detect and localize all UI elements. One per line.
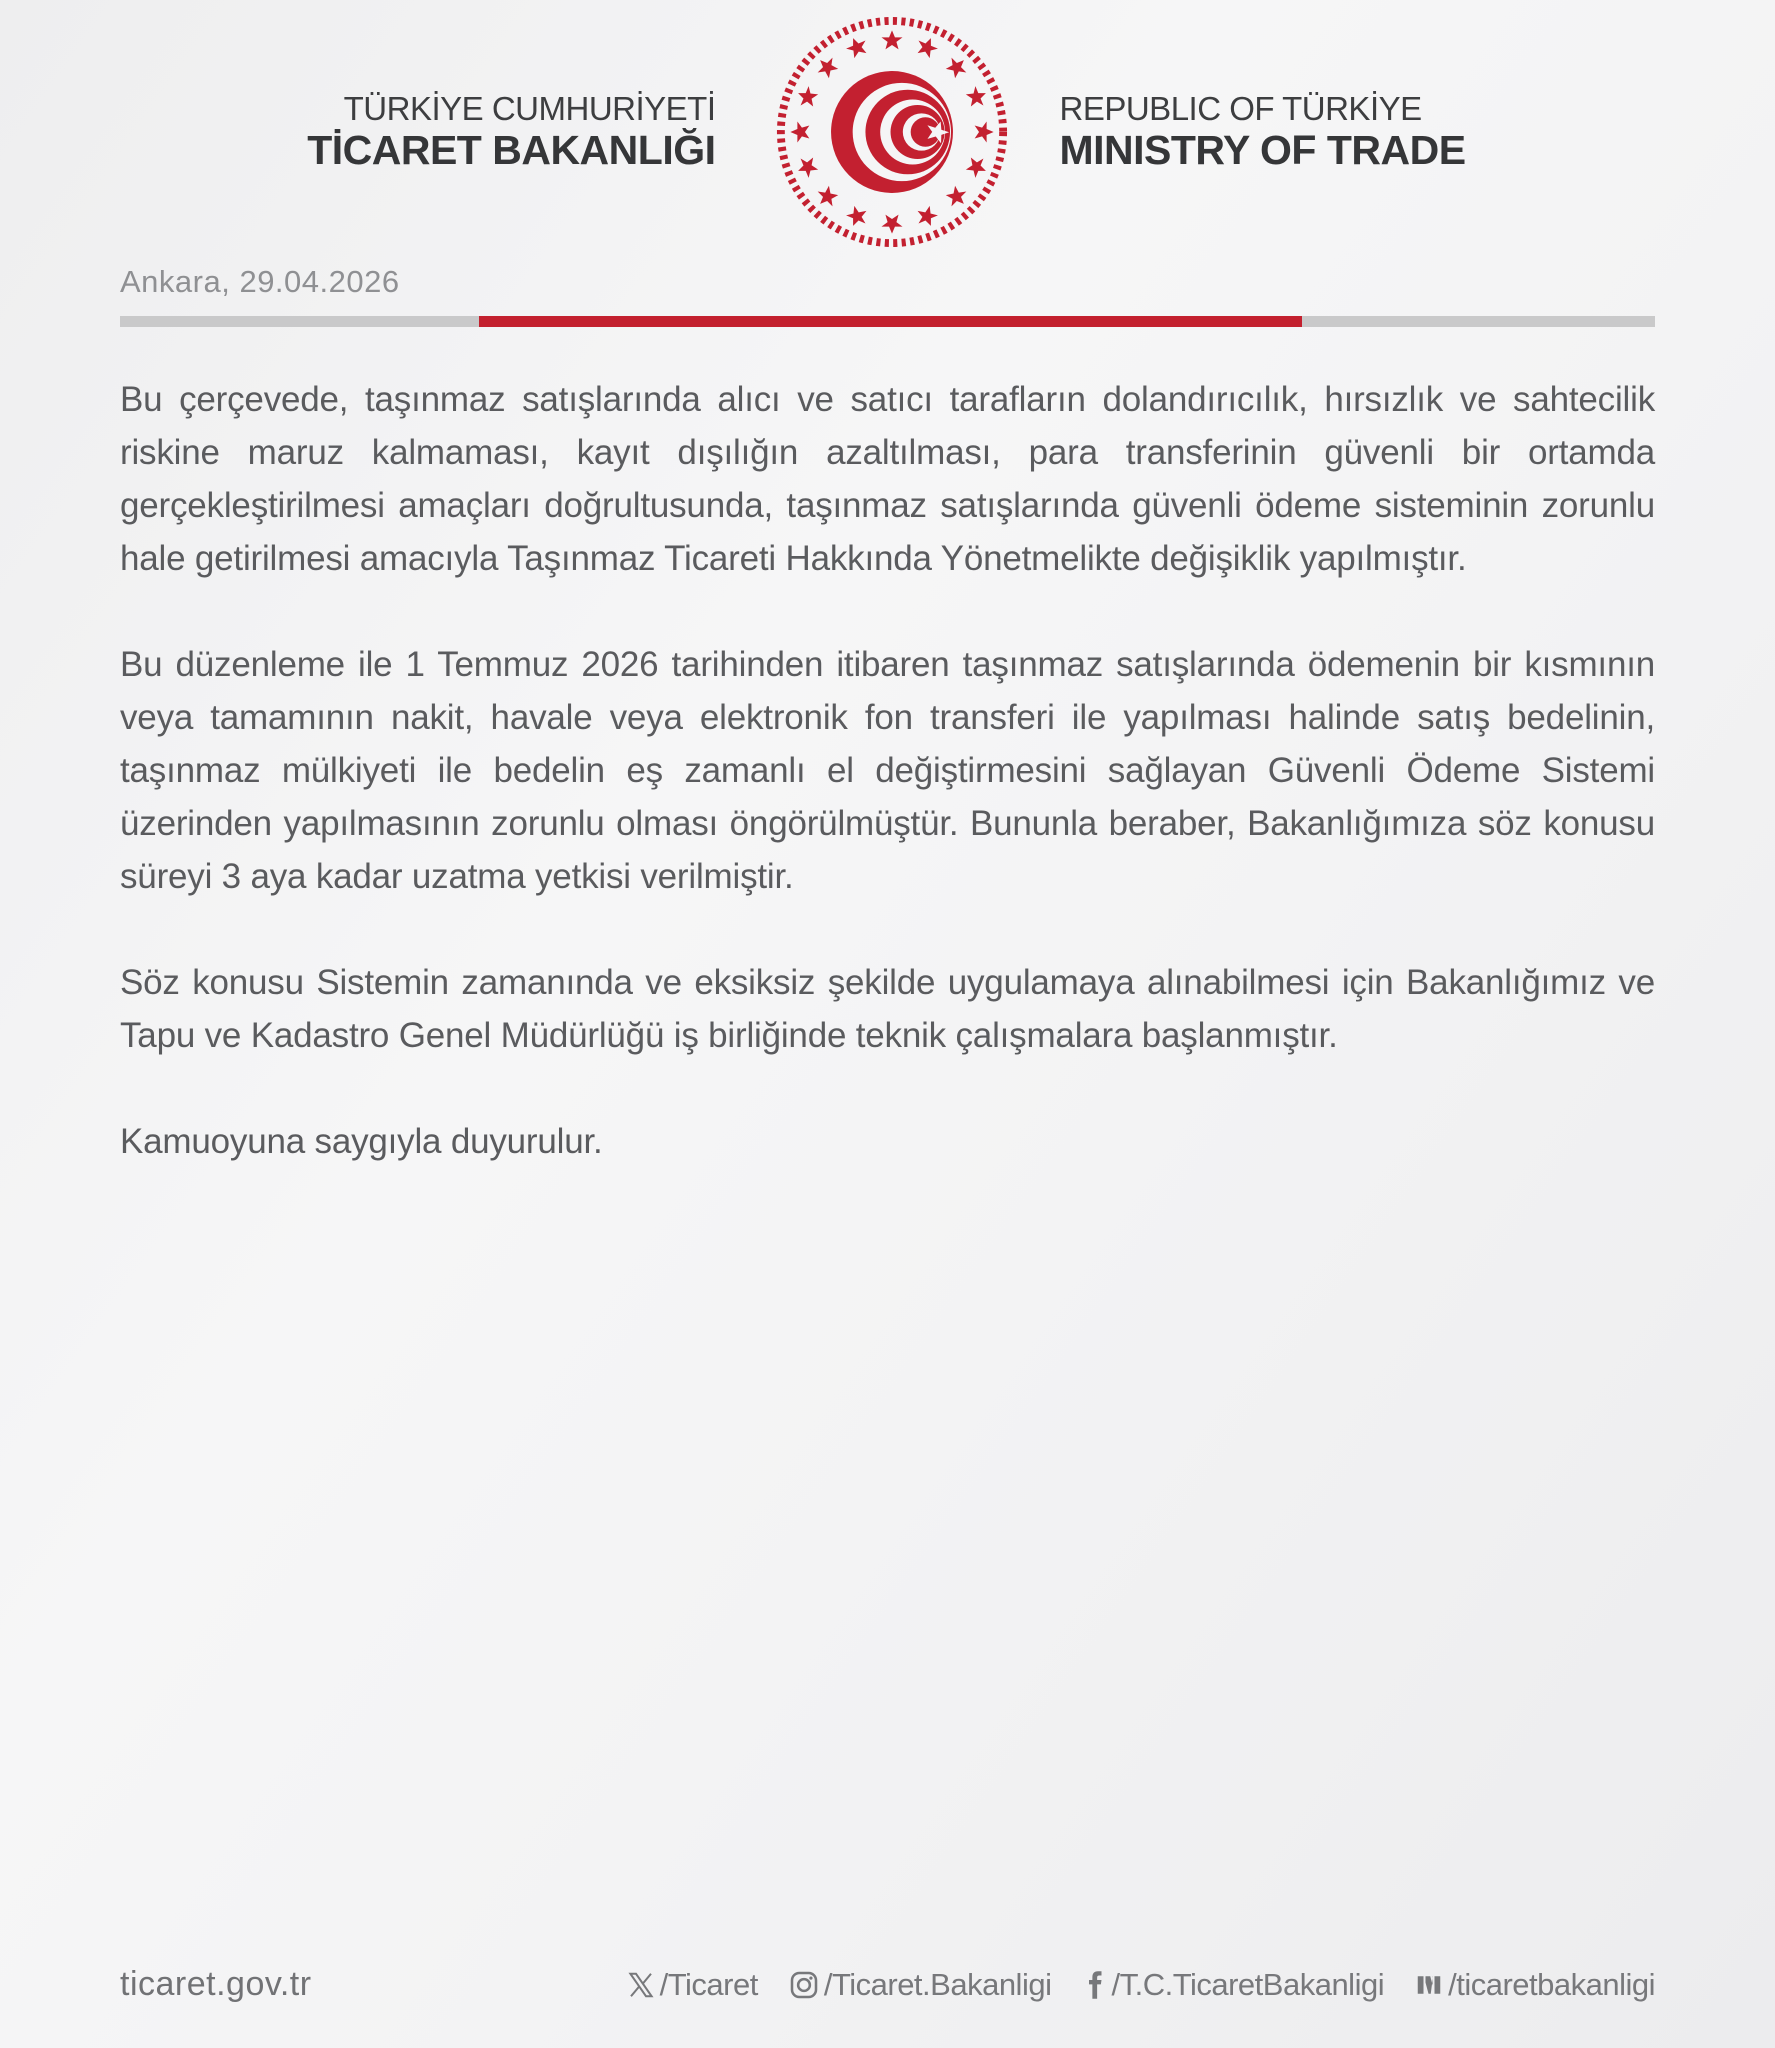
org-tr-line2: TİCARET BAKANLIĞI — [307, 126, 716, 173]
instagram-icon — [788, 1969, 820, 2001]
social-handle: /T.C.TicaretBakanligi — [1111, 1966, 1385, 2002]
ministry-of-trade-emblem-icon — [774, 14, 1010, 250]
social-link-facebook[interactable] — [1081, 1967, 1384, 2003]
paragraph-2: Bu düzenleme ile 1 Temmuz 2026 tarihinden itibaren taşınmaz satışlarında ödemenin bir kısmının veya tamamının nakit, havale veya elektronik fon transferi ile yapılması halinde satış bedelinin, taşınmaz mülkiyeti ile bedelin eş zamanlı el değiştirmesini sağlayan Güvenli Ödeme Sistemi üzerinden yapılmasının zorunlu olması öngörülmüştür. Bununla beraber, Bakanlığımıza söz konusu süreyi 3 aya kadar uzatma yetkisi verilmiştir. — [120, 645, 1655, 896]
paragraph-4: Kamuoyuna saygıyla duyurulur. — [120, 1122, 603, 1161]
org-en-line2: MINISTRY OF TRADE — [1059, 126, 1466, 173]
x-icon — [626, 1970, 656, 2000]
header — [0, 0, 1775, 250]
org-en-line1: REPUBLIC OF TÜRKİYE — [1059, 89, 1422, 127]
footer — [0, 1965, 1775, 2048]
paragraph-3: Söz konusu Sistemin zamanında ve eksiksiz şekilde uygulamaya alınabilmesi için Bakanlığımız ve Tapu ve Kadastro Genel Müdürlüğü iş birliğinde teknik çalışmalara başlanmıştır. — [120, 963, 1655, 1055]
website-link[interactable]: ticaret.gov.tr — [120, 1965, 312, 2003]
social-link-instagram[interactable] — [788, 1967, 1052, 2003]
nsosyal-icon — [1414, 1970, 1444, 2000]
social-link-x[interactable] — [626, 1967, 758, 2003]
social-links — [626, 1967, 1655, 2003]
social-handle: /Ticaret.Bakanligi — [823, 1966, 1052, 2002]
paragraph-1: Bu çerçevede, taşınmaz satışlarında alıcı ve satıcı tarafların dolandırıcılık, hırsızlık ve sahtecilik riskine maruz kalmaması, kayıt dışılığın azaltılması, para transferinin güvenli bir ortamda gerçekleştirilmesi amaçları doğrultusunda, taşınmaz satışlarında güvenli ödeme sisteminin zorunlu hale getirilmesi amacıyla Taşınmaz Ticareti Hakkında Yönetmelikte değişiklik yapılmıştır. — [120, 380, 1655, 578]
facebook-icon — [1081, 1970, 1107, 2000]
divider-gray-right — [1302, 316, 1655, 327]
org-name-english — [1010, 91, 1716, 174]
divider-red-center — [479, 316, 1302, 327]
social-handle: /ticaretbakanligi — [1448, 1966, 1655, 2002]
social-handle: /Ticaret — [659, 1966, 758, 2002]
divider-bar — [120, 316, 1655, 327]
org-tr-line1: TÜRKİYE CUMHURİYETİ — [343, 89, 716, 127]
divider-gray-left — [120, 316, 479, 327]
org-name-turkish — [60, 91, 774, 174]
announcement-body — [120, 373, 1655, 1221]
dateline: Ankara, 29.04.2026 — [120, 264, 400, 299]
social-link-nsosyal[interactable] — [1414, 1967, 1655, 2003]
